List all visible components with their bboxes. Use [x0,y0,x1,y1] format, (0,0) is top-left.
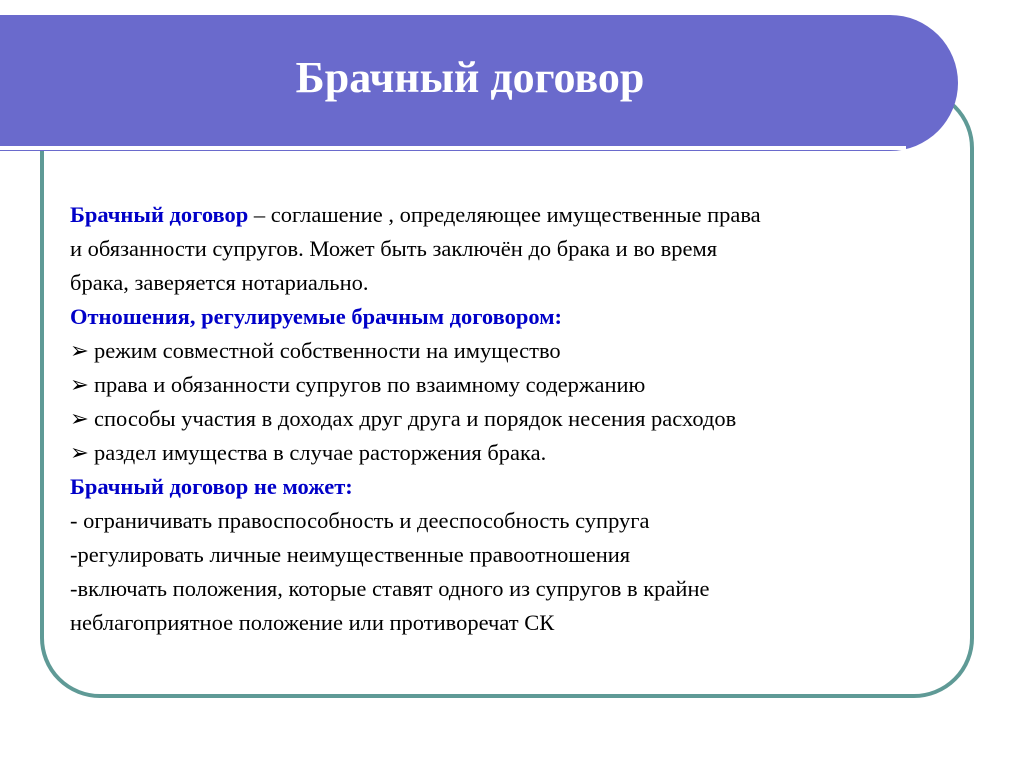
list-item-text: способы участия в доходах друг друга и порядок несения расходов [94,406,737,431]
restriction-line: - ограничивать правоспособность и дееспособность супруга [70,508,650,533]
arrow-bullet-icon: ➢ [70,440,89,465]
restrictions-heading: Брачный договор не может: [70,474,353,499]
list-item-text: раздел имущества в случае расторжения брака. [94,440,547,465]
title-underline [0,146,906,150]
list-item-text: права и обязанности супругов по взаимному содержанию [94,372,646,397]
restriction-line: неблагоприятное положение или противоречат СК [70,610,555,635]
arrow-bullet-icon: ➢ [70,372,89,397]
definition-term: Брачный договор [70,202,249,227]
list-item [70,334,950,368]
list-item [70,368,950,402]
list-item-text: режим совместной собственности на имущество [94,338,561,363]
definition-line [70,198,950,232]
arrow-bullet-icon: ➢ [70,338,89,363]
list-item [70,436,950,470]
slide-body [70,198,950,640]
definition-text: – соглашение , определяющее имущественные права [248,202,761,227]
slide-title: Брачный договор [295,53,645,102]
definition-line: брака, заверяется нотариально. [70,270,369,295]
list-item [70,402,950,436]
arrow-bullet-icon: ➢ [70,406,89,431]
restriction-line: -регулировать личные неимущественные правоотношения [70,542,631,567]
relations-heading: Отношения, регулируемые брачным договором: [70,304,563,329]
restriction-line: -включать положения, которые ставят одного из супругов в крайне [70,576,710,601]
definition-line: и обязанности супругов. Может быть заключён до брака и во время [70,236,718,261]
